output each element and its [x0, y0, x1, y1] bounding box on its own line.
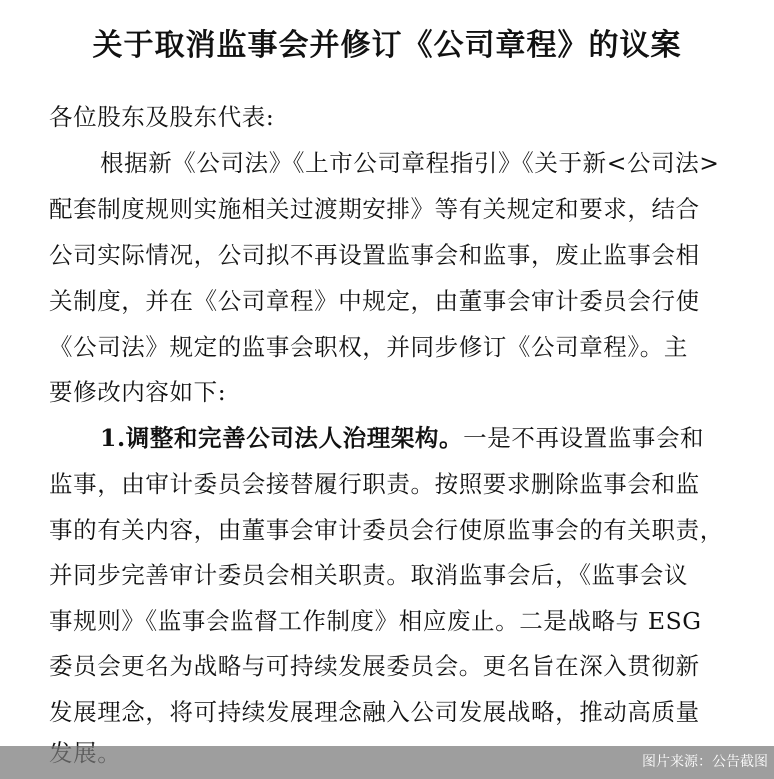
paragraph-1-line-1: 根据新《公司法》《上市公司章程指引》《关于新<公司法> [100, 149, 720, 177]
item-1-line-7: 发展理念，将可持续发展理念融入公司发展战略，推动高质量 [49, 698, 700, 726]
image-source-bar [0, 746, 774, 779]
item-1-first-line-rest: 一是不再设置监事会和 [463, 424, 705, 452]
salutation: 各位股东及股东代表: [49, 103, 275, 131]
paragraph-1-line-4: 关制度，并在《公司章程》中规定，由董事会审计委员会行使 [49, 287, 700, 315]
item-1-first-line [100, 421, 704, 455]
item-1-line-2: 监事，由审计委员会接替履行职责。按照要求删除监事会和监 [49, 470, 700, 498]
paragraph-1-line-2: 配套制度规则实施相关过渡期安排》等有关规定和要求，结合 [49, 195, 700, 223]
document-title: 关于取消监事会并修订《公司章程》的议案 [92, 28, 682, 63]
paragraph-1-line-5: 《公司法》规定的监事会职权，并同步修订《公司章程》。主 [49, 333, 688, 361]
item-1-line-6: 委员会更名为战略与可持续发展委员会。更名旨在深入贯彻新 [49, 652, 700, 680]
image-source-caption: 图片来源：公告截图 [642, 754, 768, 770]
item-1-line-4: 并同步完善审计委员会相关职责。取消监事会后，《监事会议 [49, 561, 688, 589]
paragraph-1-line-3: 公司实际情况，公司拟不再设置监事会和监事，废止监事会相 [49, 241, 700, 269]
item-1-line-5: 事规则》《监事会监督工作制度》相应废止。二是战略与 ESG [49, 607, 702, 635]
paragraph-1-line-6: 要修改内容如下: [49, 378, 227, 406]
item-1-heading: 1.调整和完善公司法人治理架构。 [100, 424, 464, 452]
item-1-line-3: 事的有关内容，由董事会审计委员会行使原监事会的有关职责， [49, 516, 724, 544]
